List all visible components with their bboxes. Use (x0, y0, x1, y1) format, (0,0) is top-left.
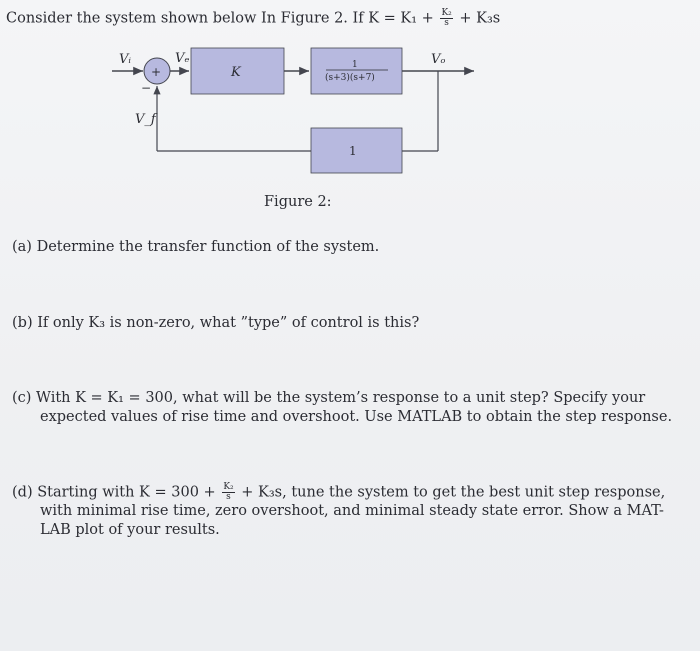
plant-block (311, 48, 402, 94)
label-vi: Vᵢ (119, 52, 132, 67)
feedback-label: 1 (349, 144, 357, 158)
question-d-post: + K₃s, tune the system to get the best unit step response, (236, 484, 666, 501)
plant-numerator: 1 (352, 60, 358, 70)
intro-tail: + K₃s (454, 10, 501, 27)
question-c-line-2: expected values of rise time and overshoot. Use MATLAB to obtain the step response. (40, 409, 673, 425)
label-vo: Vₒ (431, 52, 446, 67)
question-a: (a) Determine the transfer function of the system. (12, 239, 380, 255)
intro-frac-den: s (444, 18, 449, 28)
summer-minus: − (141, 81, 152, 95)
plant-denominator: (s+3)(s+7) (325, 73, 375, 83)
question-d-frac-den: s (226, 492, 231, 502)
question-d-fraction (222, 483, 234, 502)
question-d-line-3: LAB plot of your results. (40, 522, 220, 538)
question-c-line-1: (c) With K = K₁ = 300, what will be the system’s response to a unit step? Specify your (12, 390, 646, 406)
question-d-line-2: with minimal rise time, zero overshoot, and minimal steady state error. Show a MAT- (40, 503, 664, 519)
question-d-pre: (d) Starting with K = 300 + (12, 484, 221, 501)
summer-plus: + (151, 65, 162, 79)
intro-text: Consider the system shown below In Figure 2. If K = K₁ + (6, 10, 439, 27)
controller-label: K (231, 65, 241, 80)
question-b: (b) If only K₃ is non-zero, what ”type” of control is this? (12, 315, 420, 331)
block-diagram (0, 0, 700, 240)
intro-frac-num: K₂ (441, 8, 452, 18)
label-vf: V_f (135, 112, 156, 127)
figure-caption: Figure 2: (264, 194, 332, 210)
label-ve: Vₑ (175, 51, 190, 66)
question-d-line-1 (12, 483, 665, 503)
question-d-frac-num: K₂ (223, 482, 234, 492)
